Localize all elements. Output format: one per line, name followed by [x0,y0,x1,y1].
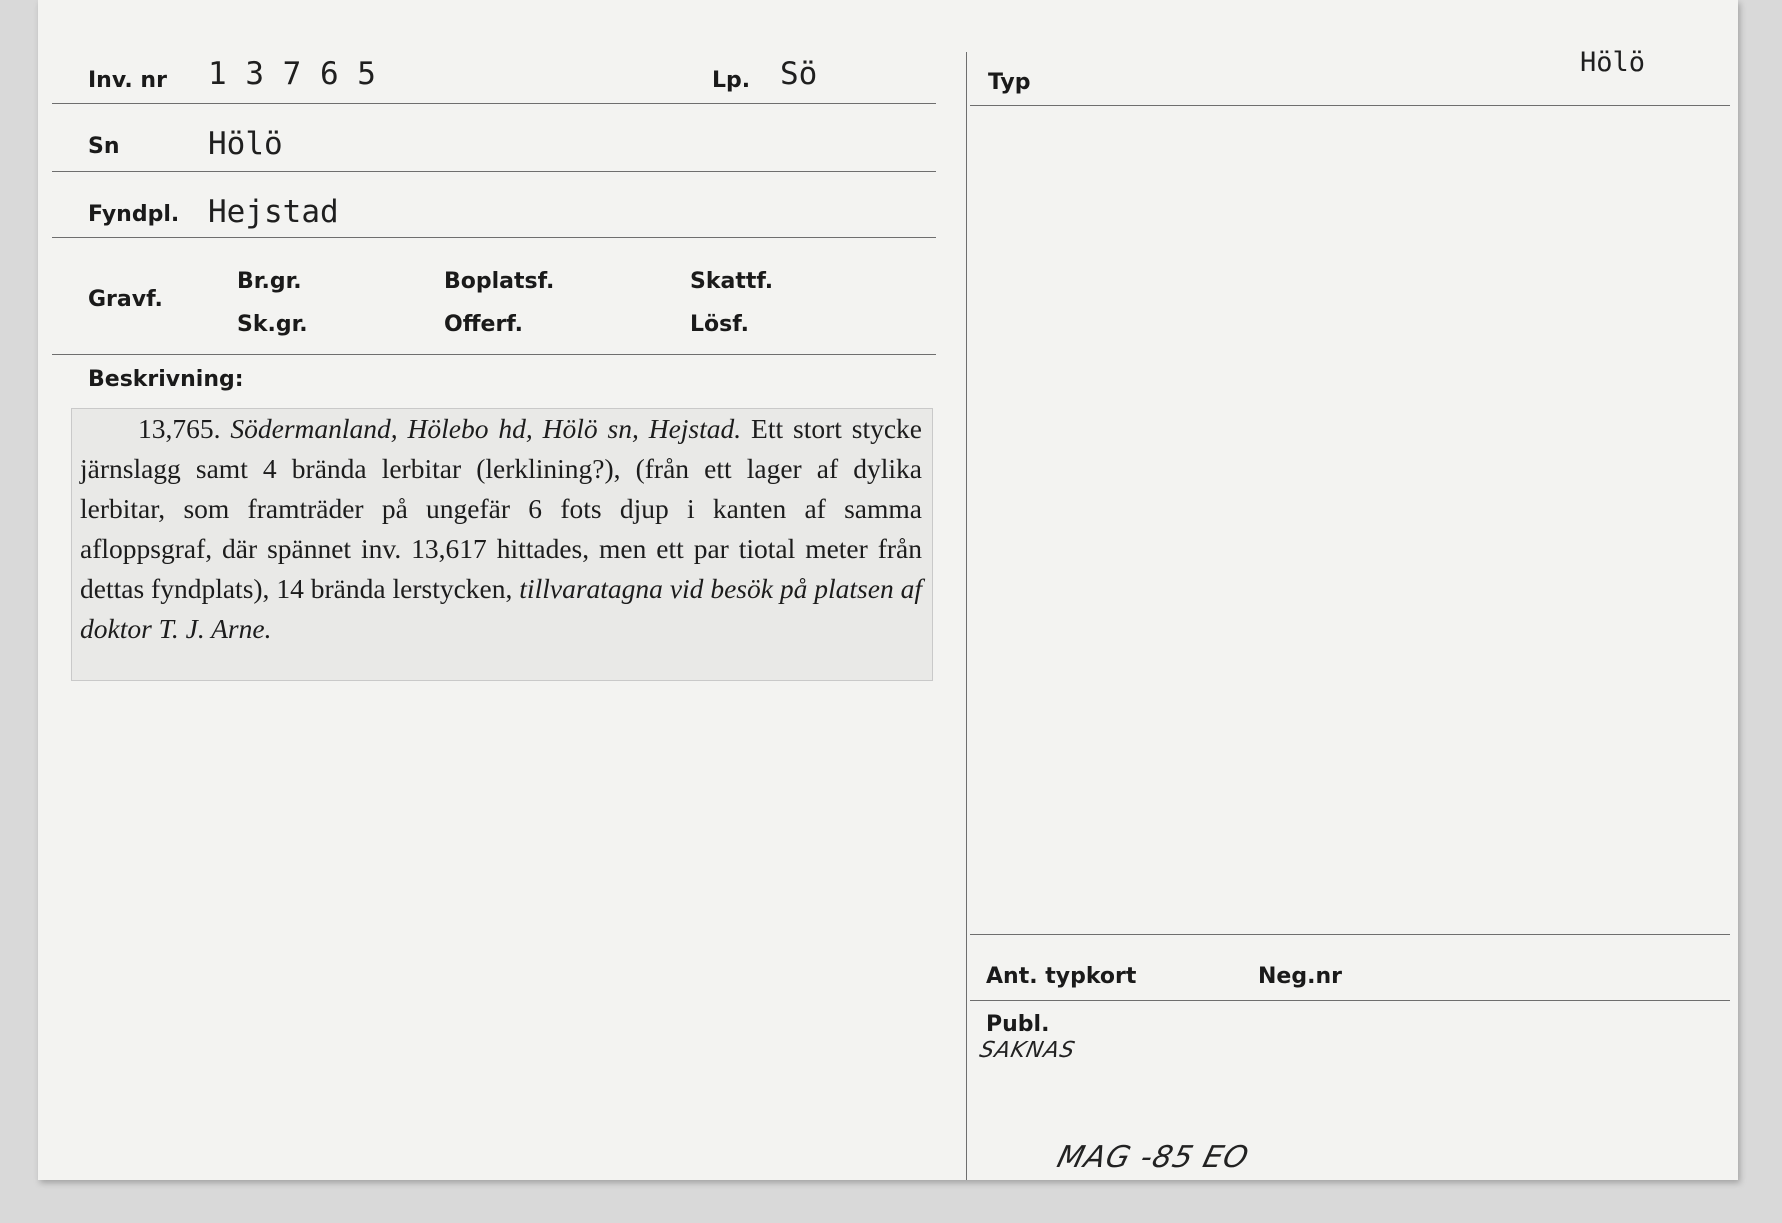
catalog-card [38,0,1738,1180]
divider-inv [52,103,936,104]
handwritten-note: MAG -85 EO [1053,1140,1253,1175]
inv-nr-label: Inv. nr [88,68,167,93]
description-collector: tillvaratagna vid besök på platsen af doktor T. J. Arne. [80,573,922,644]
inv-nr-value: 1 3 7 6 5 [208,56,376,92]
typ-label: Typ [988,70,1031,95]
sk-gr-label: Sk.gr. [237,312,308,337]
lp-label: Lp. [712,68,751,93]
neg-nr-label: Neg.nr [1258,964,1342,989]
sn-value: Hölö [208,126,283,162]
divider-typ [970,105,1730,106]
losf-label: Lösf. [690,312,749,337]
sn-label: Sn [88,134,120,159]
lp-value: Sö [780,56,818,92]
column-divider [966,52,967,1180]
ant-typkort-label: Ant. typkort [986,964,1137,989]
offerf-label: Offerf. [444,312,524,337]
publ-label: Publ. [986,1012,1050,1037]
fyndpl-label: Fyndpl. [88,202,180,227]
divider-publ-top [970,1000,1730,1001]
typ-value: Hölö [1580,47,1646,78]
description-place: Södermanland, Hölebo hd, Hölö sn, Hejstad. [230,413,742,444]
beskrivning-label: Beskrivning: [88,367,244,392]
description-clipping [71,408,933,681]
divider-fyndpl [52,237,936,238]
divider-sn [52,171,936,172]
gravf-label: Gravf. [88,287,163,312]
fyndpl-value: Hejstad [208,194,339,230]
skattf-label: Skattf. [690,269,774,294]
description-text: Ett stort stycke järnslagg samt 4 brända lerbitar (lerklining?), (från ett lager af dylika lerbitar, som framträder på ungefär 6 fots djup i kanten af samma afloppsgraf, där spännet inv. 13,617 hittades, men ett par tiotal meter från dettas fyndplats), 14 brända lerstycken, [80,413,923,604]
publ-handwritten: SAKNAS [977,1038,1078,1063]
boplatsf-label: Boplatsf. [444,269,555,294]
divider-ant-typkort-top [970,934,1730,935]
divider-gravf [52,354,936,355]
description-number: 13,765. [138,413,221,444]
br-gr-label: Br.gr. [237,269,302,294]
